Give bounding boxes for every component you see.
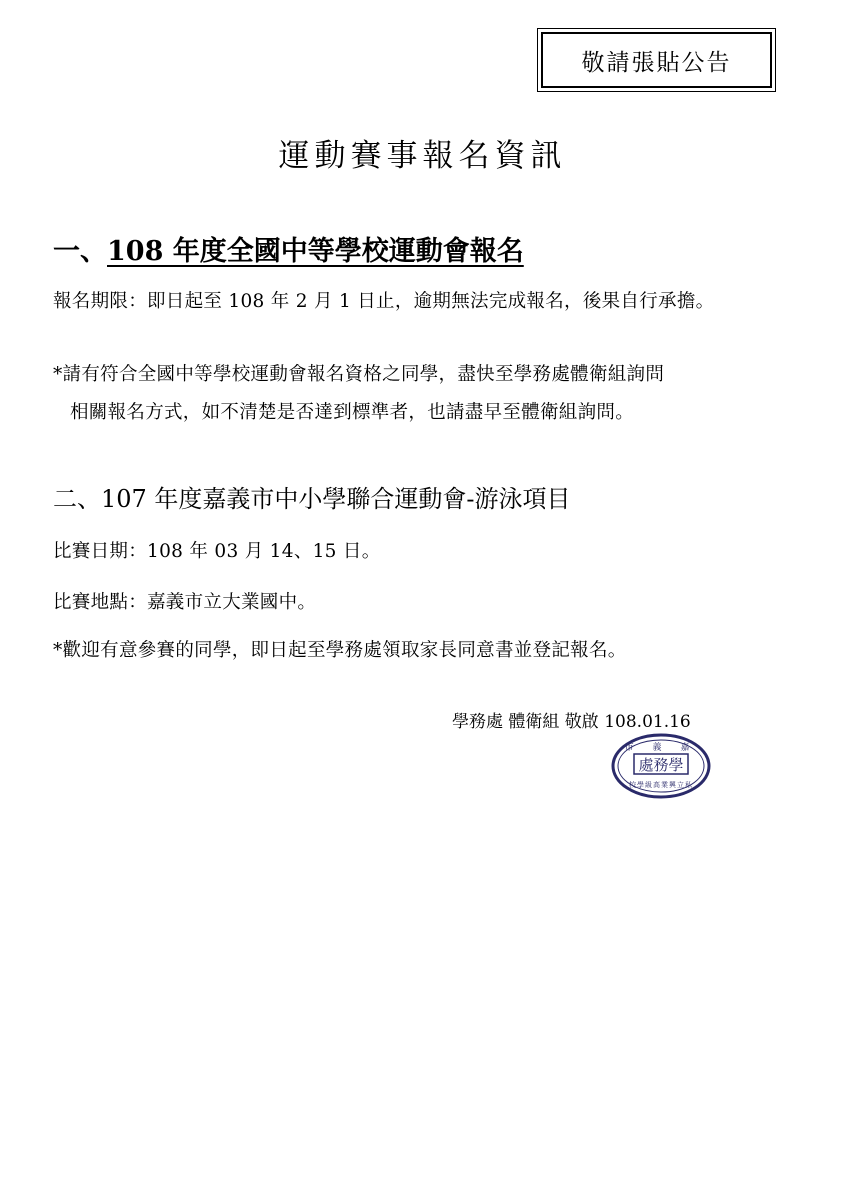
section2-heading: 二、107 年度嘉義市中小學聯合運動會-游泳項目 (53, 485, 571, 513)
office-seal-stamp (610, 732, 712, 800)
section1-heading-text: 108 年度全國中等學校運動會報名 (107, 236, 524, 267)
section2-venue: 比賽地點：嘉義市立大業國中。 (53, 592, 317, 613)
section1-deadline: 報名期限：即日起至 108 年 2 月 1 日止，逾期無法完成報名，後果自行承擔。 (53, 291, 715, 312)
seal-top-text: 市 義 嘉 (624, 743, 698, 753)
notice-label: 敬請張貼公告 (581, 49, 732, 76)
section1-note-line1: *請有符合全國中等學校運動會報名資格之同學，盡快至學務處體衛組詢問 (53, 364, 665, 385)
section2-note: *歡迎有意參賽的同學，即日起至學務處領取家長同意書並登記報名。 (53, 640, 627, 661)
section1-note-line2: 相關報名方式，如不清楚是否達到標準者，也請盡早至體衛組詢問。 (70, 402, 635, 423)
section1-heading (53, 229, 524, 268)
signature: 學務處 體衛組 敬啟 108.01.16 (452, 712, 691, 732)
section1-prefix: 一、 (53, 236, 107, 267)
seal-bottom-text: 校學級高業興立私 (629, 781, 693, 789)
seal-center-text: 處務學 (638, 756, 684, 774)
section2-date: 比賽日期：108 年 03 月 14、15 日。 (53, 541, 381, 562)
notice-label-box (541, 32, 772, 88)
page-title: 運動賽事報名資訊 (278, 138, 567, 174)
